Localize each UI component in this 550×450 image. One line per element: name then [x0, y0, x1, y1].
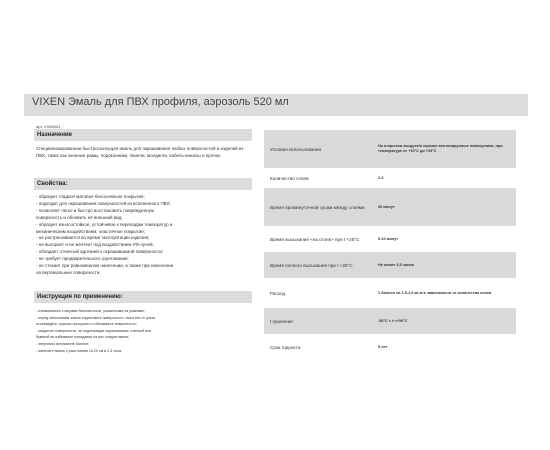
spec-label: t хранения [264, 308, 372, 334]
spec-value: Не менее 3,5 часов [372, 252, 516, 278]
property-item: - не стекает при равномерном нанесении, а также при нанесении [36, 263, 174, 269]
spec-label: Время высыхания «на отлип» при t +25°С [264, 226, 372, 252]
instruction-item: бумагой во избежание попадания на них следов эмали; [36, 335, 130, 340]
spec-label: Условия использования [264, 130, 372, 168]
spec-label: Время промежуточной сушки между слоями [264, 188, 372, 226]
spec-label: Расход [264, 278, 372, 308]
property-item: - образует гладкое матовое белоснежное покрытие; [36, 194, 145, 199]
spec-value: 5-10 минут [372, 226, 516, 252]
spec-value: 30 минут [372, 188, 516, 226]
spec-label: Количество слоев [264, 168, 372, 188]
spec-value: 2-3 [372, 168, 516, 188]
spec-value: -50°С < t <+50°С [372, 308, 516, 334]
instruction-item: - энергично встряхните баллон; [36, 341, 89, 346]
property-item: - позволяет легко и быстро восстановить поврежденную [36, 207, 155, 213]
spec-label: Срок годности [264, 334, 372, 360]
spec-row [264, 278, 516, 308]
property-item: - образует износостойкое, устойчивое к перепадам температур и [36, 221, 173, 227]
property-item: на вертикальные поверхности. [36, 269, 101, 275]
instruction-item: - перед нанесением эмали подготовьте поверхность: очистите от грязи, [36, 315, 156, 320]
instruction-item: отшлифуйте, хорошо просушите и обезжирьте поверхность; [36, 322, 137, 327]
article-number: арт. VX55001 [36, 124, 61, 129]
property-item: - подходит для окрашивания поверхностей из вспененного ПВХ; [36, 200, 171, 206]
instruction-item: - нанесите эмаль с расстояния 15-20 см в 2-3 слоя. [36, 348, 123, 353]
instructions-heading: Инструкция по применению: [34, 291, 252, 303]
spec-row [264, 168, 516, 188]
properties-heading: Свойства: [34, 178, 252, 190]
spec-row [264, 252, 516, 278]
spec-row [264, 308, 516, 334]
property-item: механическим воздействиям, эластичное покрытие; [36, 228, 145, 234]
properties-list [36, 194, 252, 277]
spec-row [264, 188, 516, 226]
spec-value: 5 лет [372, 334, 516, 360]
purpose-heading: Назначение [34, 129, 252, 141]
property-item: - обладает отличной адгезией к окрашиваемой поверхности; [36, 249, 164, 255]
purpose-text: Специализированная быстросохнущая эмаль для окрашивания любых поверхностей и изделий из ПВХ, таких как оконные рамы, подоконники, панели, молдинги, кабель-каналы и прочих. [36, 146, 244, 158]
product-title: VIXEN Эмаль для ПВХ профиля, аэрозоль 520 мл [32, 96, 289, 108]
spec-value: 1 баллон на 1,5-2,5 кв.м в зависимости от количества слоев [372, 278, 516, 308]
instruction-item: - ознакомьтесь с мерами безопасности, указанными на упаковке; [36, 309, 146, 313]
spec-row [264, 130, 516, 168]
specs-table [264, 130, 516, 360]
spec-row [264, 226, 516, 252]
property-item: - не растрескивается во время эксплуатации изделия; [36, 235, 150, 241]
property-item: - не требует предварительного грунтования; [36, 256, 129, 262]
property-item: поверхность и обновить её внешний вид; [36, 214, 123, 220]
instructions-list [36, 308, 252, 354]
spec-row [264, 334, 516, 360]
spec-label: Время полного высыхания при t +25°С [264, 252, 372, 278]
spec-value: На открытом воздухе/в хорошо вентилируемых помещениях, при температуре от +10°С до +25°С [372, 130, 516, 168]
instruction-item: - защитите поверхности, не подлежащие окрашиванию, пленкой или [36, 328, 152, 333]
property-item: - не выгорает и не желтеет под воздействием УФ-лучей; [36, 242, 154, 248]
